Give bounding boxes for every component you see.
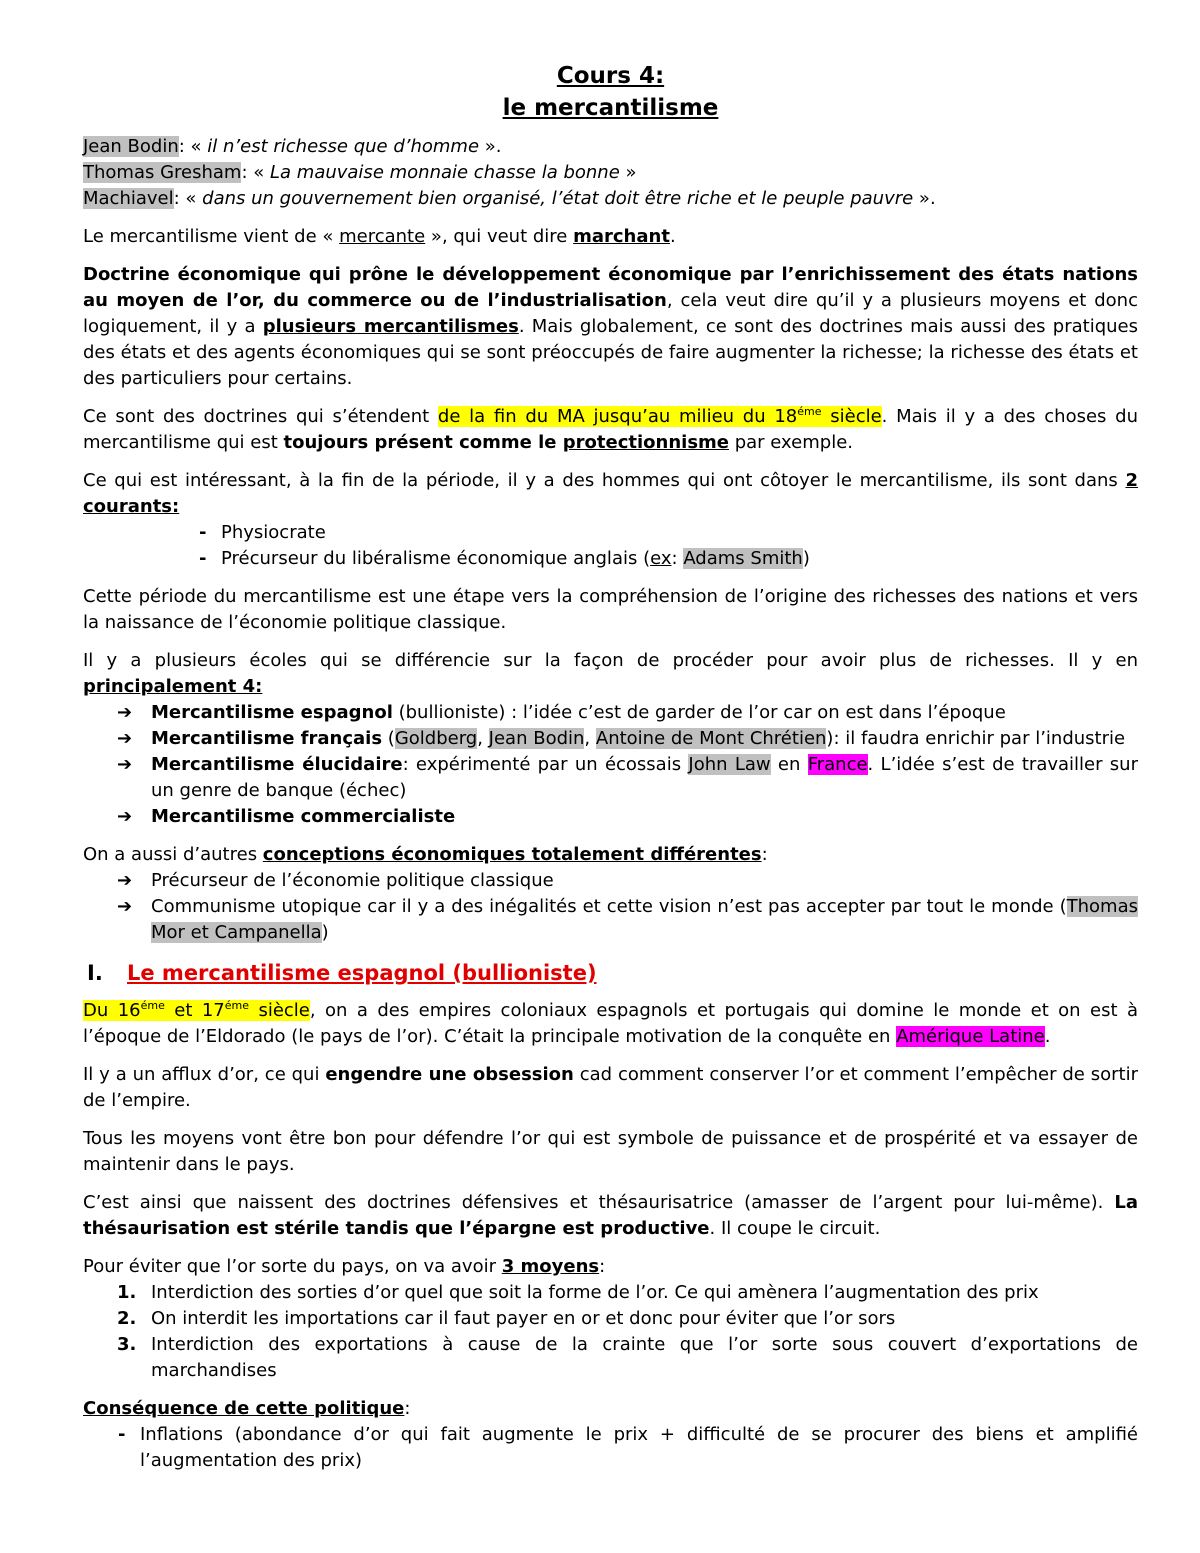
superscript: éme <box>140 999 165 1012</box>
paragraph-afflux <box>83 1062 1138 1114</box>
text: Physiocrate <box>221 522 326 543</box>
text: : <box>599 1256 606 1277</box>
paragraph-means: Tous les moyens vont être bon pour défendre l’or qui est symbole de puissance et de prospérité et va essayer de maintenir dans le pays. <box>83 1128 1138 1175</box>
quote-line <box>83 186 1138 212</box>
school-title: Mercantilisme français <box>151 728 383 749</box>
paragraph-conceptions <box>83 842 1138 868</box>
text: ) <box>321 922 329 943</box>
text: Du 16 <box>83 1000 141 1021</box>
bold-text: engendre une obsession <box>325 1064 574 1085</box>
term-consequence: Conséquence de cette politique <box>83 1398 405 1419</box>
list-number: 2. <box>117 1308 137 1329</box>
dash-marker: - <box>118 1424 126 1445</box>
text: : <box>761 844 768 865</box>
text: (bullioniste) : l’idée c’est de garder de l’or car on est dans l’époque <box>392 702 1006 723</box>
paragraph-currents <box>83 468 1138 520</box>
text: en <box>770 754 808 775</box>
text: Inflations (abondance d’or qui fait augmente le prix + difficulté de se procurer des biens et amplifié l’augmentation des prix) <box>140 1424 1138 1471</box>
text: siècle <box>821 406 882 427</box>
section-number: I. <box>87 961 103 985</box>
superscript: éme <box>224 999 250 1012</box>
term-mercante: mercante <box>339 226 426 247</box>
list-number: 3. <box>117 1334 137 1355</box>
text: Précurseur de l’économie politique classique <box>151 870 554 891</box>
quote-close: ». <box>479 136 502 157</box>
school-title: Mercantilisme élucidaire <box>151 754 403 775</box>
text: , <box>477 728 489 749</box>
quote-text: il n’est richesse que d’homme <box>207 136 480 157</box>
means-list <box>83 1280 1138 1384</box>
list-item <box>83 700 1138 726</box>
text: ( <box>382 728 395 749</box>
page-title <box>83 60 1138 124</box>
text: cad comment conserver l’or et comment l’empêcher de sortir de l’empire. <box>83 1064 1138 1111</box>
arrow-icon: ➔ <box>117 754 133 775</box>
term-marchant: marchant <box>573 226 670 247</box>
text: et 17 <box>164 1000 225 1021</box>
term-principalement-4: principalement 4: <box>83 676 263 697</box>
name-highlight: Antoine de Mont Chrétien <box>595 728 827 749</box>
doctrine-definition: Doctrine économique qui prône le développement économique par l’enrichissement des états nations au moyen de l’or, du commerce ou de l’industrialisation <box>83 264 1138 311</box>
paragraph-century <box>83 998 1138 1050</box>
term-2-courants: 2 courants: <box>83 470 1138 517</box>
list-item <box>83 868 1138 894</box>
quote-close: » <box>619 162 637 183</box>
bold-text: toujours présent comme le <box>283 432 563 453</box>
list-item <box>83 1332 1138 1384</box>
currents-list <box>83 520 1138 572</box>
arrow-icon: ➔ <box>117 896 133 917</box>
text: Il y a un afflux d’or, ce qui <box>83 1064 326 1085</box>
text: . <box>1044 1026 1051 1047</box>
list-number: 1. <box>117 1282 137 1303</box>
conceptions-list <box>83 868 1138 946</box>
text: , on a des empires coloniaux espagnols et portugais qui domine le monde et on est à l’époque de l’Eldorado (le pays de l’or). C’était la principale motivation de la conquête en <box>83 1000 1138 1047</box>
text: C’est ainsi que naissent des doctrines défensives et thésaurisatrice (amasser de l’argent pour lui-même). <box>83 1192 1115 1213</box>
text: . L’idée s’est de travailler sur un genre de banque (échec) <box>151 754 1138 801</box>
consequences-list <box>83 1422 1138 1474</box>
paragraph-consequence <box>83 1396 1138 1422</box>
school-title: Mercantilisme commercialiste <box>151 806 456 827</box>
text: Il y a plusieurs écoles qui se différencie sur la façon de procéder pour avoir plus de richesses. Il y en <box>83 650 1138 671</box>
list-item <box>83 726 1138 752</box>
arrow-icon: ➔ <box>117 806 133 827</box>
arrow-icon: ➔ <box>117 702 133 723</box>
quote-close: ». <box>913 188 936 209</box>
name-highlight: Goldberg <box>394 728 478 749</box>
text: de la fin du MA jusqu’au milieu du 18 <box>437 406 798 427</box>
arrow-icon: ➔ <box>117 870 133 891</box>
text: . Mais il y a des choses du mercantilisme qui est <box>83 406 1138 453</box>
text: Précurseur du libéralisme économique anglais ( <box>221 548 651 569</box>
list-item <box>83 1280 1138 1306</box>
text: . Mais globalement, ce sont des doctrines mais aussi des pratiques des états et des agents économiques qui se sont préoccupés de faire augmenter la richesse; la richesse des états et des particuliers pour certains. <box>83 316 1138 389</box>
text: ex <box>650 548 672 569</box>
highlight-period <box>438 406 882 427</box>
bold-text: La thésaurisation est stérile tandis que l’épargne est productive <box>83 1192 1138 1239</box>
school-title: Mercantilisme espagnol <box>151 702 393 723</box>
paragraph-doctrine <box>83 262 1138 392</box>
term-plusieurs-mercantilismes: plusieurs mercantilismes <box>262 316 519 337</box>
text: . Il coupe le circuit. <box>709 1218 881 1239</box>
quote-line <box>83 160 1138 186</box>
text: Ce qui est intéressant, à la fin de la période, il y a des hommes qui ont côtoyer le mercantilisme, ils sont dans <box>83 470 1126 491</box>
paragraph-schools <box>83 648 1138 700</box>
term-protectionnisme: protectionnisme <box>562 432 729 453</box>
quote-author: Machiavel <box>83 188 174 209</box>
text: On a aussi d’autres <box>83 844 263 865</box>
quote-author: Thomas Gresham <box>83 162 242 183</box>
name-highlight: Jean Bodin <box>488 728 585 749</box>
section-heading <box>83 958 1138 988</box>
paragraph-thesaurisation <box>83 1190 1138 1242</box>
quote-text: La mauvaise monnaie chasse la bonne <box>270 162 620 183</box>
title-line-2: le mercantilisme <box>502 95 719 121</box>
dash-marker: - <box>199 522 207 543</box>
text: ): il faudra enrichir par l’industrie <box>826 728 1126 749</box>
quote-open: : « <box>241 162 270 183</box>
text: ) <box>802 548 810 569</box>
list-item <box>83 1422 1138 1474</box>
superscript: éme <box>797 405 822 418</box>
name-highlight: John Law <box>688 754 771 775</box>
name-highlight: Adams Smith <box>683 548 803 569</box>
text: », qui veut dire <box>425 226 574 247</box>
quote-line <box>83 134 1138 160</box>
list-item <box>83 894 1138 946</box>
text: : <box>671 548 684 569</box>
text: : <box>404 1398 411 1419</box>
country-highlight: France <box>807 754 868 775</box>
term-conceptions: conceptions économiques totalement différentes <box>262 844 762 865</box>
highlight-century <box>83 1000 310 1021</box>
list-item <box>83 520 1138 546</box>
text: Le mercantilisme vient de « <box>83 226 340 247</box>
text: Ce sont des doctrines qui s’étendent <box>83 406 438 427</box>
text: siècle <box>249 1000 310 1021</box>
quote-author: Jean Bodin <box>83 136 179 157</box>
text: On interdit les importations car il faut payer en or et donc pour éviter que l’or sors <box>151 1308 896 1329</box>
quote-open: : « <box>178 136 208 157</box>
quote-text: dans un gouvernement bien organisé, l’état doit être riche et le peuple pauvre <box>202 188 914 209</box>
text: par exemple. <box>729 432 853 453</box>
text: Interdiction des sorties d’or quel que soit la forme de l’or. Ce qui amènera l’augmentation des prix <box>151 1282 1039 1303</box>
title-line-1: Cours 4: <box>556 63 665 89</box>
name-highlight: Thomas Mor et Campanella <box>151 896 1138 943</box>
text: Communisme utopique car il y a des inégalités et cette vision n’est pas accepter par tout le monde ( <box>151 896 1067 917</box>
quote-open: : « <box>173 188 203 209</box>
text: , cela veut dire qu’il y a plusieurs moyens et donc logiquement, il y a <box>83 290 1138 337</box>
list-item <box>83 804 1138 830</box>
schools-list <box>83 700 1138 830</box>
paragraph-step: Cette période du mercantilisme est une étape vers la compréhension de l’origine des richesses des nations et vers la naissance de l’économie politique classique. <box>83 586 1138 633</box>
text: . <box>669 226 676 247</box>
list-item <box>83 546 1138 572</box>
region-highlight: Amérique Latine <box>896 1026 1045 1047</box>
arrow-icon: ➔ <box>117 728 133 749</box>
text: Pour éviter que l’or sorte du pays, on va avoir <box>83 1256 502 1277</box>
section-title: Le mercantilisme espagnol (bullioniste) <box>127 961 597 985</box>
document-page <box>83 60 1138 1474</box>
quotes-block <box>83 134 1138 212</box>
text: : expérimenté par un écossais <box>402 754 689 775</box>
list-item <box>83 1306 1138 1332</box>
text: , <box>584 728 596 749</box>
paragraph-origin <box>83 224 1138 250</box>
paragraph-3-means <box>83 1254 1138 1280</box>
paragraph-period <box>83 404 1138 456</box>
term-3-moyens: 3 moyens <box>501 1256 600 1277</box>
dash-marker: - <box>199 548 207 569</box>
text: Interdiction des exportations à cause de la crainte que l’or sorte sous couvert d’exportations de marchandises <box>151 1334 1138 1381</box>
list-item <box>83 752 1138 804</box>
